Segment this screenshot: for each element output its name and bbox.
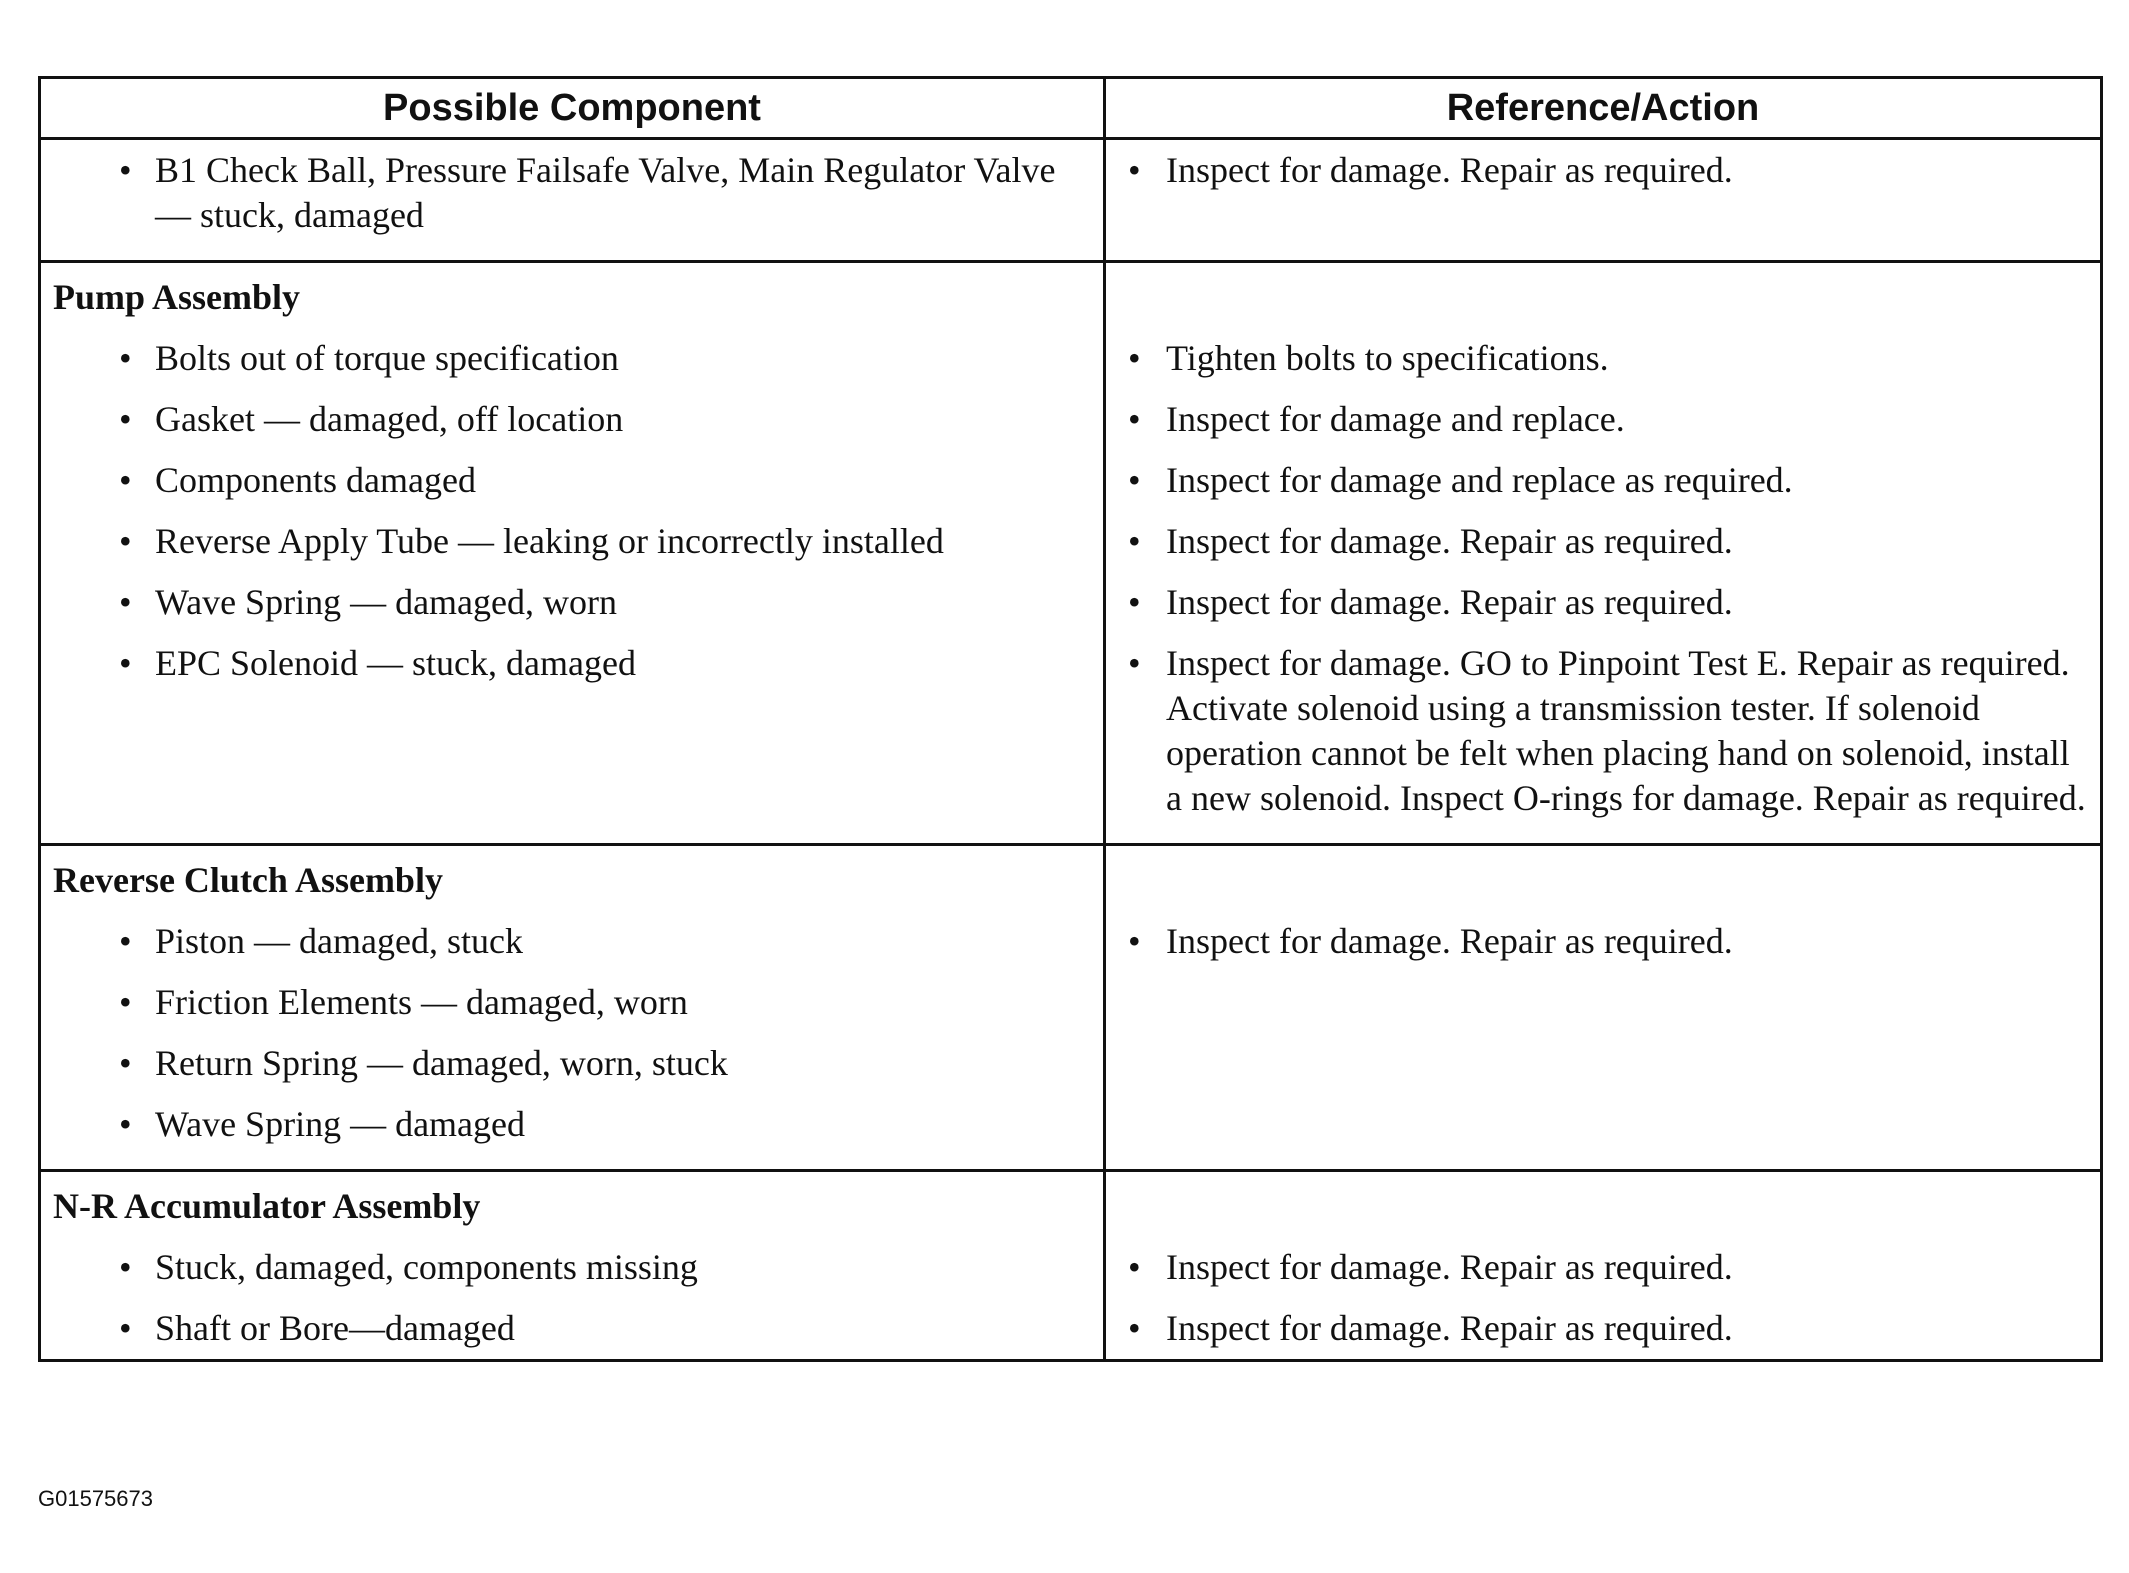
component-text: Gasket — damaged, off location: [155, 399, 624, 439]
component-item: [41, 911, 1103, 972]
component-text: B1 Check Ball, Pressure Failsafe Valve, Main Regulator Valve — stuck, damaged: [155, 150, 1056, 235]
component-item: [41, 1237, 1103, 1298]
bullet: •: [119, 1247, 132, 1287]
table-row: [40, 572, 2102, 633]
action-item: [1106, 389, 2100, 450]
component-text: Components damaged: [155, 460, 476, 500]
header-possible-component: Possible Component: [40, 78, 1105, 139]
component-text: Stuck, damaged, components missing: [155, 1247, 698, 1287]
section-row-reverse-clutch: [40, 845, 2102, 912]
section-title-nr-accumulator: N-R Accumulator Assembly: [53, 1186, 481, 1226]
header-row: [40, 78, 2102, 139]
bullet: •: [1128, 150, 1141, 190]
table-row: [40, 1094, 2102, 1171]
action-text: Inspect for damage. Repair as required.: [1166, 921, 1733, 961]
bullet: •: [1128, 521, 1141, 561]
bullet: •: [119, 338, 132, 378]
bullet: •: [119, 460, 132, 500]
action-item: [1106, 1298, 2100, 1359]
action-item: [1106, 328, 2100, 389]
table-row: [40, 1298, 2102, 1361]
component-item: [41, 140, 1103, 246]
component-text: Return Spring — damaged, worn, stuck: [155, 1043, 728, 1083]
component-text: Wave Spring — damaged: [155, 1104, 526, 1144]
component-text: Shaft or Bore—damaged: [155, 1308, 515, 1348]
action-item: [1106, 511, 2100, 572]
bullet: •: [1128, 643, 1141, 683]
table-row: [40, 911, 2102, 972]
bullet: •: [119, 150, 132, 190]
bullet: •: [119, 643, 132, 683]
action-text: Inspect for damage. Repair as required.: [1166, 1308, 1733, 1348]
table-row: [40, 389, 2102, 450]
component-text: Wave Spring — damaged, worn: [155, 582, 617, 622]
bullet: •: [1128, 582, 1141, 622]
action-text: Inspect for damage. Repair as required.: [1166, 150, 1733, 190]
bullet: •: [119, 1104, 132, 1144]
component-item: [41, 450, 1103, 511]
component-text: Piston — damaged, stuck: [155, 921, 523, 961]
action-item: [1106, 911, 2100, 972]
bullet: •: [119, 921, 132, 961]
section-title-pump: Pump Assembly: [53, 277, 301, 317]
bullet: •: [119, 521, 132, 561]
bullet: •: [1128, 399, 1141, 439]
section-row-pump: [40, 262, 2102, 329]
component-item: [41, 511, 1103, 572]
table-row: [40, 1237, 2102, 1298]
action-text: Inspect for damage and replace.: [1166, 399, 1625, 439]
diagnosis-table: [38, 76, 2103, 1362]
table-row: [40, 139, 2102, 262]
component-item: [41, 1298, 1103, 1359]
component-item: [41, 572, 1103, 633]
action-text: Inspect for damage. GO to Pinpoint Test E. Repair as required. Activate solenoid using a transmission tester. If solenoid operation cannot be felt when placing hand on solenoid, install a new solenoid. Inspect O-rings for damage. Repair as required.: [1166, 643, 2086, 818]
component-item: [41, 389, 1103, 450]
action-text: Inspect for damage. Repair as required.: [1166, 1247, 1733, 1287]
action-text: Tighten bolts to specifications.: [1166, 338, 1609, 378]
figure-code: G01575673: [38, 1486, 153, 1511]
table-row: [40, 1033, 2102, 1094]
action-item: [1106, 450, 2100, 511]
bullet: •: [119, 1043, 132, 1083]
bullet: •: [119, 399, 132, 439]
bullet: •: [119, 982, 132, 1022]
component-text: Bolts out of torque specification: [155, 338, 619, 378]
component-item: [41, 1094, 1103, 1155]
component-item: [41, 972, 1103, 1033]
table-row: [40, 450, 2102, 511]
section-title-reverse-clutch: Reverse Clutch Assembly: [53, 860, 443, 900]
action-text: Inspect for damage. Repair as required.: [1166, 582, 1733, 622]
bullet: •: [119, 1308, 132, 1348]
component-item: [41, 1033, 1103, 1094]
action-item: [1106, 572, 2100, 633]
bullet: •: [1128, 460, 1141, 500]
action-item: [1106, 140, 2100, 201]
bullet: •: [1128, 1308, 1141, 1348]
table-row: [40, 633, 2102, 845]
action-item: [1106, 633, 2100, 829]
action-text: Inspect for damage and replace as required.: [1166, 460, 1793, 500]
bullet: •: [1128, 1247, 1141, 1287]
table-row: [40, 328, 2102, 389]
bullet: •: [119, 582, 132, 622]
component-item: [41, 633, 1103, 694]
component-text: Reverse Apply Tube — leaking or incorrectly installed: [155, 521, 944, 561]
header-reference-action: Reference/Action: [1105, 78, 2102, 139]
section-row-nr-accumulator: [40, 1171, 2102, 1238]
component-text: Friction Elements — damaged, worn: [155, 982, 688, 1022]
table-row: [40, 972, 2102, 1033]
table-row: [40, 511, 2102, 572]
component-item: [41, 328, 1103, 389]
action-item: [1106, 1237, 2100, 1298]
bullet: •: [1128, 921, 1141, 961]
action-text: Inspect for damage. Repair as required.: [1166, 521, 1733, 561]
component-text: EPC Solenoid — stuck, damaged: [155, 643, 636, 683]
bullet: •: [1128, 338, 1141, 378]
